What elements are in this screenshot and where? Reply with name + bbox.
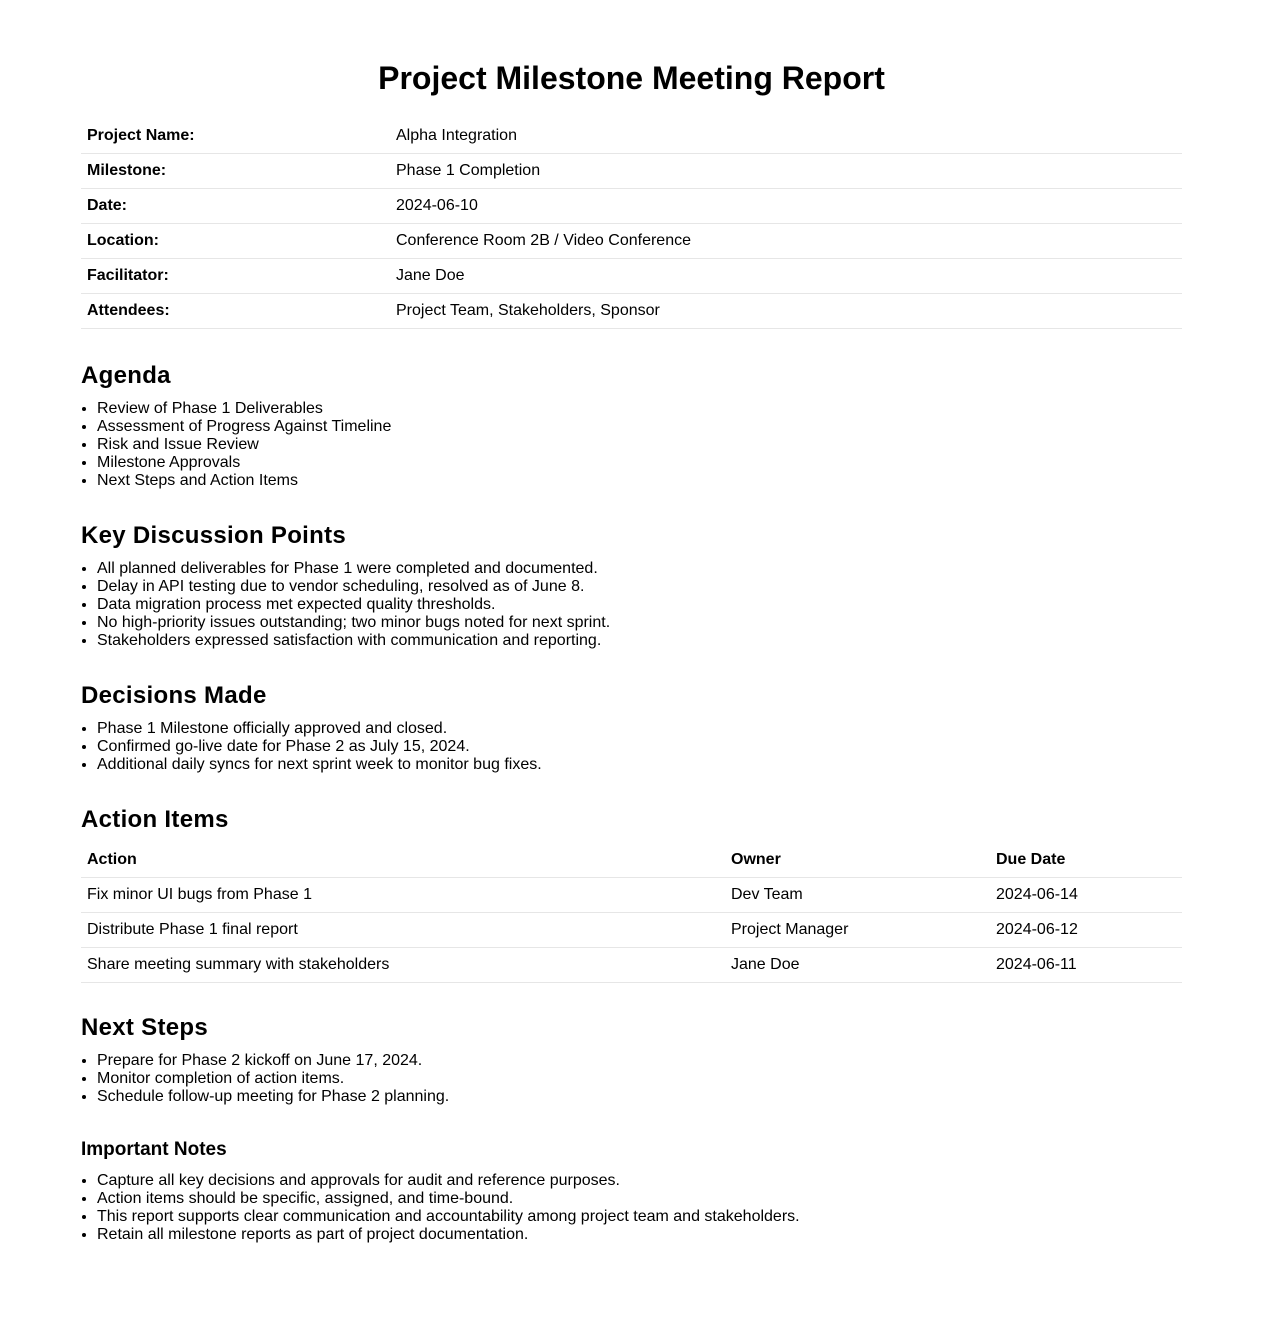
project-info-row xyxy=(81,119,1182,154)
next-steps-list xyxy=(81,1052,1182,1106)
project-info-label: Milestone: xyxy=(81,154,390,189)
project-info-row xyxy=(81,294,1182,329)
project-info-value: Alpha Integration xyxy=(390,119,1182,154)
list-item: • All planned deliverables for Phase 1 were completed and documented. xyxy=(97,560,1182,578)
next-steps-section xyxy=(81,1014,1182,1106)
project-info-value: Conference Room 2B / Video Conference xyxy=(390,224,1182,259)
project-info-label: Facilitator: xyxy=(81,259,390,294)
project-info-row xyxy=(81,259,1182,294)
important-notes-section xyxy=(81,1139,1182,1244)
list-item: • Capture all key decisions and approvals for audit and reference purposes. xyxy=(97,1172,1182,1190)
list-item: • Risk and Issue Review xyxy=(97,436,1182,454)
decisions-heading: Decisions Made xyxy=(81,682,267,709)
important-notes-list xyxy=(81,1172,1182,1244)
action-items-heading: Action Items xyxy=(81,806,229,833)
project-info-row xyxy=(81,189,1182,224)
project-info-label: Date: xyxy=(81,189,390,224)
list-item: • Data migration process met expected quality thresholds. xyxy=(97,596,1182,614)
due-date-cell: 2024-06-12 xyxy=(990,913,1182,948)
list-item: • Schedule follow-up meeting for Phase 2 planning. xyxy=(97,1088,1182,1106)
table-row xyxy=(81,948,1182,983)
column-header-due-date: Due Date xyxy=(990,843,1182,878)
due-date-cell: 2024-06-14 xyxy=(990,878,1182,913)
project-info-row xyxy=(81,224,1182,259)
discussion-section xyxy=(81,522,1182,650)
owner-cell: Dev Team xyxy=(725,878,990,913)
table-header-row xyxy=(81,843,1182,878)
list-item: • Next Steps and Action Items xyxy=(97,472,1182,490)
project-info-value: 2024-06-10 xyxy=(390,189,1182,224)
project-info-label: Attendees: xyxy=(81,294,390,329)
discussion-heading: Key Discussion Points xyxy=(81,522,347,549)
project-info-value: Jane Doe xyxy=(390,259,1182,294)
list-item: • Stakeholders expressed satisfaction with communication and reporting. xyxy=(97,632,1182,650)
list-item: • Retain all milestone reports as part of project documentation. xyxy=(97,1226,1182,1244)
table-row xyxy=(81,913,1182,948)
action-cell: Share meeting summary with stakeholders xyxy=(81,948,725,983)
action-cell: Fix minor UI bugs from Phase 1 xyxy=(81,878,725,913)
list-item: • Delay in API testing due to vendor scheduling, resolved as of June 8. xyxy=(97,578,1182,596)
project-info-label: Project Name: xyxy=(81,119,390,154)
list-item: • Action items should be specific, assigned, and time-bound. xyxy=(97,1190,1182,1208)
list-item: • No high-priority issues outstanding; two minor bugs noted for next sprint. xyxy=(97,614,1182,632)
list-item: • Assessment of Progress Against Timeline xyxy=(97,418,1182,436)
project-info-row xyxy=(81,154,1182,189)
important-notes-heading: Important Notes xyxy=(81,1139,227,1160)
table-row xyxy=(81,878,1182,913)
column-header-owner: Owner xyxy=(725,843,990,878)
agenda-heading: Agenda xyxy=(81,362,171,389)
project-info-label: Location: xyxy=(81,224,390,259)
decisions-section xyxy=(81,682,1182,774)
due-date-cell: 2024-06-11 xyxy=(990,948,1182,983)
project-info-table xyxy=(81,119,1182,329)
list-item: • Additional daily syncs for next sprint week to monitor bug fixes. xyxy=(97,756,1182,774)
discussion-list xyxy=(81,560,1182,650)
list-item: • This report supports clear communication and accountability among project team and stakeholders. xyxy=(97,1208,1182,1226)
decisions-list xyxy=(81,720,1182,774)
list-item: • Confirmed go-live date for Phase 2 as July 15, 2024. xyxy=(97,738,1182,756)
list-item: • Review of Phase 1 Deliverables xyxy=(97,400,1182,418)
next-steps-heading: Next Steps xyxy=(81,1014,209,1041)
owner-cell: Project Manager xyxy=(725,913,990,948)
action-items-section xyxy=(81,806,1182,983)
list-item: • Monitor completion of action items. xyxy=(97,1070,1182,1088)
project-info-value: Phase 1 Completion xyxy=(390,154,1182,189)
agenda-list xyxy=(81,400,1182,490)
action-items-table xyxy=(81,843,1182,983)
list-item: • Prepare for Phase 2 kickoff on June 17, 2024. xyxy=(97,1052,1182,1070)
page-title: Project Milestone Meeting Report xyxy=(378,60,885,96)
column-header-action: Action xyxy=(81,843,725,878)
agenda-section xyxy=(81,362,1182,490)
list-item: • Milestone Approvals xyxy=(97,454,1182,472)
project-info-value: Project Team, Stakeholders, Sponsor xyxy=(390,294,1182,329)
action-cell: Distribute Phase 1 final report xyxy=(81,913,725,948)
owner-cell: Jane Doe xyxy=(725,948,990,983)
list-item: • Phase 1 Milestone officially approved and closed. xyxy=(97,720,1182,738)
